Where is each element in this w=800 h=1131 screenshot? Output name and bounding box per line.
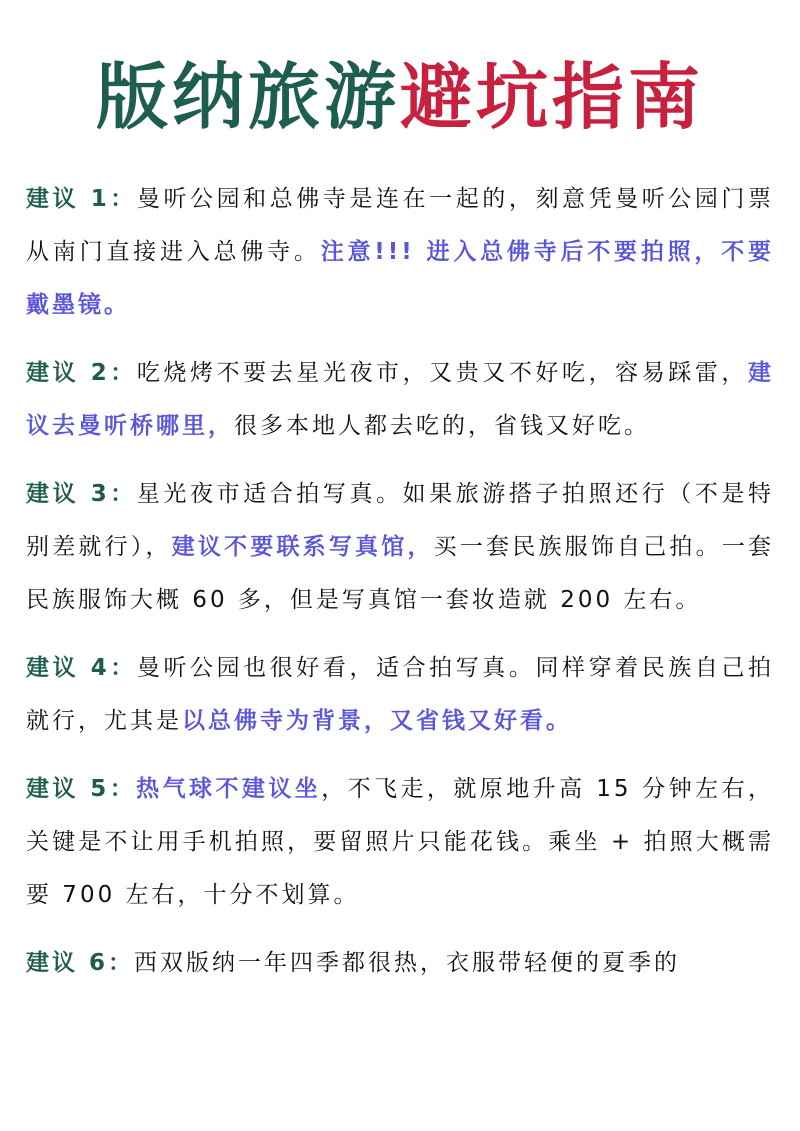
tip-text-after: ，不飞走，就原地升高 15 分钟左右，关键是不让用手机拍照，要留照片只能花钱。乘坐 + 拍照大概需要 700 左右，十分不划算。 bbox=[26, 776, 775, 908]
title-part-green: 版纳旅游 bbox=[95, 55, 400, 139]
tip-label: 建议 1： bbox=[26, 186, 137, 212]
tip-5 bbox=[26, 763, 774, 922]
tip-label: 建议 5： bbox=[26, 776, 137, 802]
tip-text-after: 买一套民族服饰自己拍。一套民族服饰大概 60 多，但是写真馆一套妆造就 200 左右。 bbox=[26, 534, 775, 613]
tip-text: 曼听公园也很好看，适合拍写真。同样穿着民族自己拍就行，尤其是 bbox=[26, 655, 775, 734]
tip-4 bbox=[26, 642, 774, 748]
title-part-red: 避坑指南 bbox=[400, 55, 705, 139]
tip-6 bbox=[26, 937, 774, 990]
tip-highlight: 注意!!! 进入总佛寺后不要拍照，不要戴墨镜。 bbox=[26, 239, 774, 318]
tip-highlight: 热气球不建议坐 bbox=[136, 776, 322, 802]
tip-highlight: 建议不要联系写真馆， bbox=[171, 534, 434, 560]
tip-label: 建议 6： bbox=[26, 950, 135, 976]
tip-label: 建议 4： bbox=[26, 655, 137, 681]
tip-text: 吃烧烤不要去星光夜市，又贵又不好吃，容易踩雷， bbox=[136, 360, 749, 386]
tip-label: 建议 3： bbox=[26, 481, 137, 507]
tip-1 bbox=[26, 173, 774, 332]
page-title bbox=[0, 52, 800, 142]
tip-text-after: 很多本地人都去吃的，省钱又好吃。 bbox=[234, 413, 650, 439]
tip-3 bbox=[26, 468, 774, 627]
tip-label: 建议 2： bbox=[26, 360, 137, 386]
tip-2 bbox=[26, 347, 774, 453]
tips-list bbox=[26, 173, 774, 1005]
tip-text: 曼听公园和总佛寺是连在一起的，刻意凭曼听公园门票从南门直接进入总佛寺。 bbox=[26, 186, 775, 265]
tip-highlight: 以总佛寺为背景，又省钱又好看。 bbox=[182, 708, 572, 734]
tip-text: 西双版纳一年四季都很热，衣服带轻便的夏季的 bbox=[134, 950, 681, 976]
tip-text: 星光夜市适合拍写真。如果旅游搭子拍照还行（不是特别差就行）， bbox=[26, 481, 775, 560]
tip-highlight: 建议去曼听桥哪里， bbox=[26, 360, 775, 439]
